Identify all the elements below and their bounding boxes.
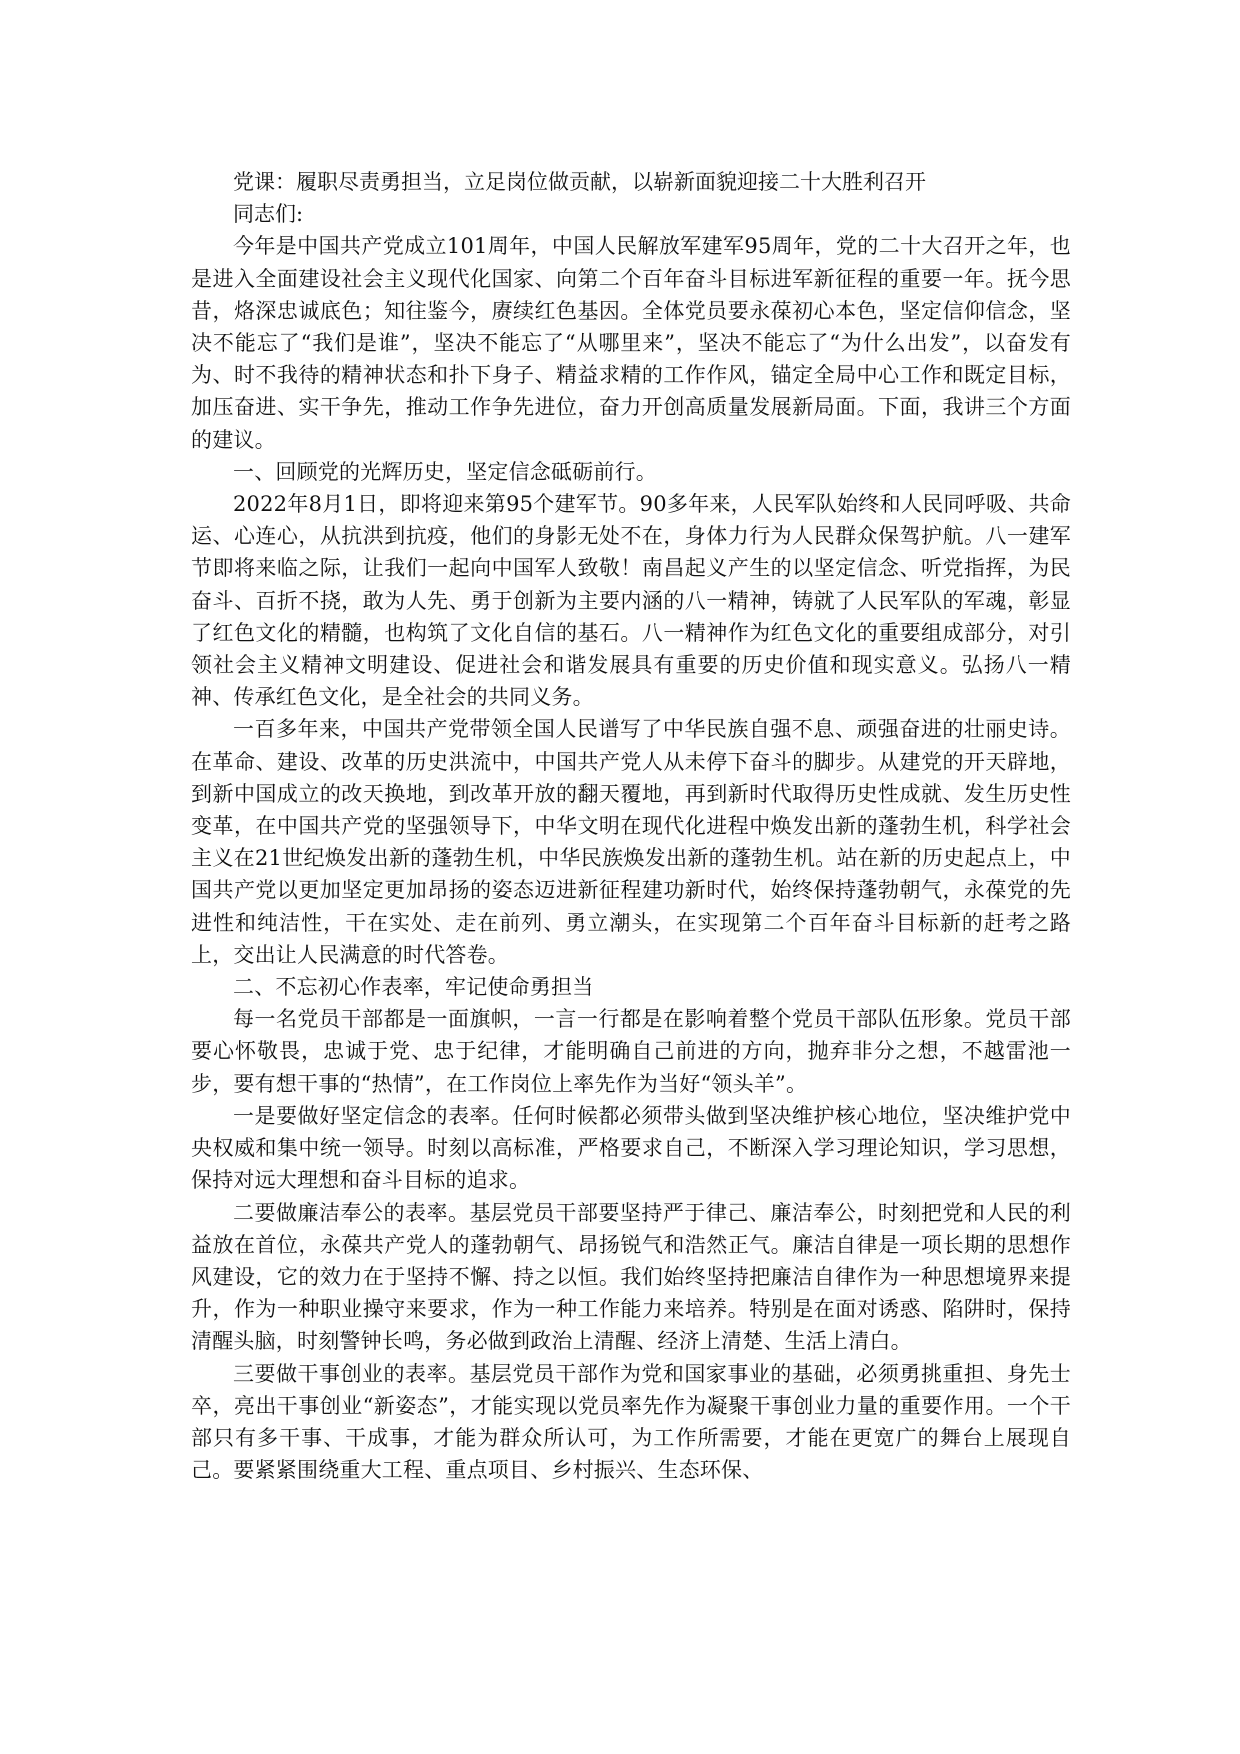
paragraph: 一百多年来，中国共产党带领全国人民谱写了中华民族自强不息、顽强奋进的壮丽史诗。在革命、建设、改革的历史洪流中，中国共产党人从未停下奋斗的脚步。从建党的开天辟地，到新中国成立的改天换地，到改革开放的翻天覆地，再到新时代取得历史性成就、发生历史性变革，在中国共产党的坚强领导下，中华文明在现代化进程中焕发出新的蓬勃生机，科学社会主义在21世纪焕发出新的蓬勃生机，中华民族焕发出新的蓬勃生机。站在新的历史起点上，中国共产党以更加坚定更加昂扬的姿态迈进新征程建功新时代，始终保持蓬勃朝气，永葆党的先进性和纯洁性，干在实处、走在前列、勇立潮头，在实现第二个百年奋斗目标新的赶考之路上，交出让人民满意的时代答卷。: [191, 717, 1071, 967]
paragraph-intro: 今年是中国共产党成立101周年，中国人民解放军建军95周年，党的二十大召开之年，也是进入全面建设社会主义现代化国家、向第二个百年奋斗目标进军新征程的重要一年。抚今思昔，烙深忠诚底色；知往鉴今，赓续红色基因。全体党员要永葆初心本色，坚定信仰信念，坚决不能忘了“我们是谁”，坚决不能忘了“从哪里来”，坚决不能忘了“为什么出发”，以奋发有为、时不我待的精神状态和扑下身子、精益求精的工作作风，锚定全局中心工作和既定目标，加压奋进、实干争先，推动工作争先进位，奋力开创高质量发展新局面。下面，我讲三个方面的建议。: [191, 234, 1071, 452]
paragraph: 2022年8月1日，即将迎来第95个建军节。90多年来，人民军队始终和人民同呼吸、共命运、心连心，从抗洪到抗疫，他们的身影无处不在，身体力行为人民群众保驾护航。八一建军节即将来临之际，让我们一起向中国军人致敬！南昌起义产生的以坚定信念、听党指挥，为民奋斗、百折不挠，敢为人先、勇于创新为主要内涵的八一精神，铸就了人民军队的军魂，彰显了红色文化的精髓，也构筑了文化自信的基石。八一精神作为红色文化的重要组成部分，对引领社会主义精神文明建设、促进社会和谐发展具有重要的历史价值和现实意义。弘扬八一精神、传承红色文化，是全社会的共同义务。: [191, 492, 1071, 710]
section-heading-1: 一、回顾党的光辉历史，坚定信念砥砺前行。: [233, 459, 657, 484]
paragraph: 二要做廉洁奉公的表率。基层党员干部要坚持严于律己、廉洁奉公，时刻把党和人民的利益放在首位，永葆共产党人的蓬勃朝气、昂扬锐气和浩然正气。廉洁自律是一项长期的思想作风建设，它的效力在于坚持不懈、持之以恒。我们始终坚持把廉洁自律作为一种思想境界来提升，作为一种职业操守来要求，作为一种工作能力来培养。特别是在面对诱惑、陷阱时，保持清醒头脑，时刻警钟长鸣，务必做到政治上清醒、经济上清楚、生活上清白。: [191, 1200, 1071, 1354]
paragraph: 每一名党员干部都是一面旗帜，一言一行都是在影响着整个党员干部队伍形象。党员干部要心怀敬畏，忠诚于党、忠于纪律，才能明确自己前进的方向，抛弃非分之想，不越雷池一步，要有想干事的“热情”，在工作岗位上率先作为当好“领头羊”。: [191, 1007, 1071, 1096]
paragraph: 三要做干事创业的表率。基层党员干部作为党和国家事业的基础，必须勇挑重担、身先士卒，亮出干事创业“新姿态”，才能实现以党员率先作为凝聚干事创业力量的重要作用。一个干部只有多干事、干成事，才能为群众所认可，为工作所需要，才能在更宽广的舞台上展现自己。要紧紧围绕重大工程、重点项目、乡村振兴、生态环保、: [191, 1361, 1071, 1483]
document-title: 党课：履职尽责勇担当，立足岗位做贡献，以崭新面貌迎接二十大胜利召开: [233, 170, 926, 194]
section-heading-2: 二、不忘初心作表率，牢记使命勇担当: [233, 975, 594, 1000]
document-page: [191, 166, 1071, 1486]
paragraph: 一是要做好坚定信念的表率。任何时候都必须带头做到坚决维护核心地位，坚决维护党中央权威和集中统一领导。时刻以高标准，严格要求自己，不断深入学习理论知识，学习思想，保持对远大理想和奋斗目标的追求。: [191, 1103, 1071, 1193]
salutation: 同志们:: [233, 202, 304, 227]
